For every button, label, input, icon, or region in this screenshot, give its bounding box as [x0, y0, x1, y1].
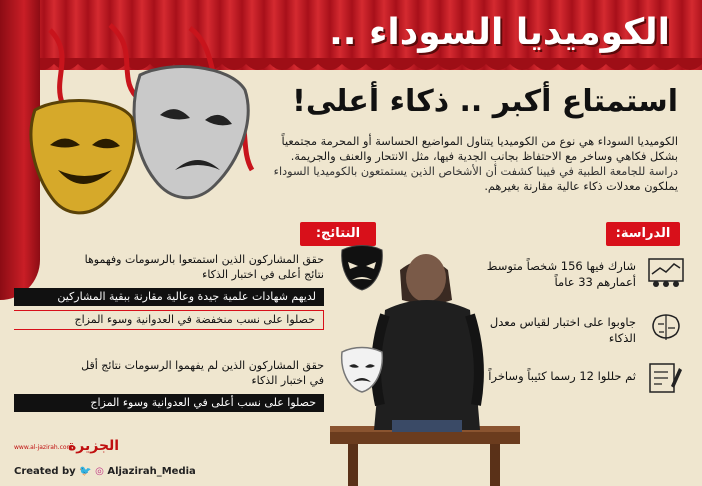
- results-bar: حصلوا على نسب أعلى في العدوانية وسوء المزاج: [14, 394, 324, 412]
- results-label: النتائج:: [300, 222, 376, 246]
- brand-logo: الجزيرة: [68, 438, 120, 454]
- results-group-negative: [14, 358, 324, 412]
- study-label: الدراسة:: [606, 222, 680, 246]
- drawing-icon: [648, 362, 684, 394]
- study-item: شارك فيها 156 شخصاً متوسط أعمارهم 33 عاماً: [486, 259, 636, 289]
- intro-line: الكوميديا السوداء هي نوع من الكوميديا يتناول المواضيع الحساسة أو المحرمة مجتمعياً: [281, 135, 678, 148]
- theater-masks-illustration: [20, 20, 260, 230]
- intro-line: بشكل فكاهي وساخر مع الاحتفاظ بجانب الجدية فيها، مثل الانتحار والعنف والجريمة.: [290, 150, 678, 163]
- intro-line: دراسة للجامعة الطبية في فيينا كشفت أن الأشخاص الذين يستمتعون بالكوميديا السوداء: [273, 165, 678, 178]
- results-text: حقق المشاركون الذين لم يفهموا الرسومات نتائج أقل في اختبار الذكاء: [81, 359, 324, 387]
- credit-line: [14, 466, 196, 477]
- study-item: جاوبوا على اختبار لقياس معدل الذكاء: [489, 315, 636, 345]
- results-text: حقق المشاركون الذين استمتعوا بالرسومات وفهموها نتائج أعلى في اختبار الذكاء: [84, 253, 324, 281]
- sad-mask-small-icon: [338, 346, 386, 394]
- instagram-icon: ◎: [95, 466, 104, 477]
- study-item: ثم حللوا 12 رسما كئيباً وساخراً: [488, 369, 636, 383]
- page-subtitle: استمتاع أكبر .. ذكاء أعلى!: [292, 84, 678, 119]
- people-icon: [648, 258, 684, 290]
- results-line: حصلوا على نسب منخفضة في العدوانية وسوء المزاج: [14, 310, 324, 330]
- twitter-icon: 🐦: [79, 466, 92, 477]
- intro-line: يملكون معدلات ذكاء عالية مقارنة بغيرهم.: [484, 180, 678, 193]
- intro-paragraph: [228, 134, 678, 194]
- created-by-label: Created by: [14, 466, 76, 477]
- angry-mask-icon: [338, 244, 386, 292]
- website-url[interactable]: www.al-jazirah.com: [14, 444, 73, 451]
- page-title: الكوميديا السوداء ..: [329, 12, 670, 53]
- brain-icon: [648, 312, 684, 344]
- happy-mask-icon: [31, 101, 134, 213]
- results-bar: لديهم شهادات علمية جيدة وعالية مقارنة ببقية المشاركين: [14, 288, 324, 306]
- results-group-positive: [14, 252, 324, 330]
- social-handle[interactable]: Aljazirah_Media: [107, 466, 196, 477]
